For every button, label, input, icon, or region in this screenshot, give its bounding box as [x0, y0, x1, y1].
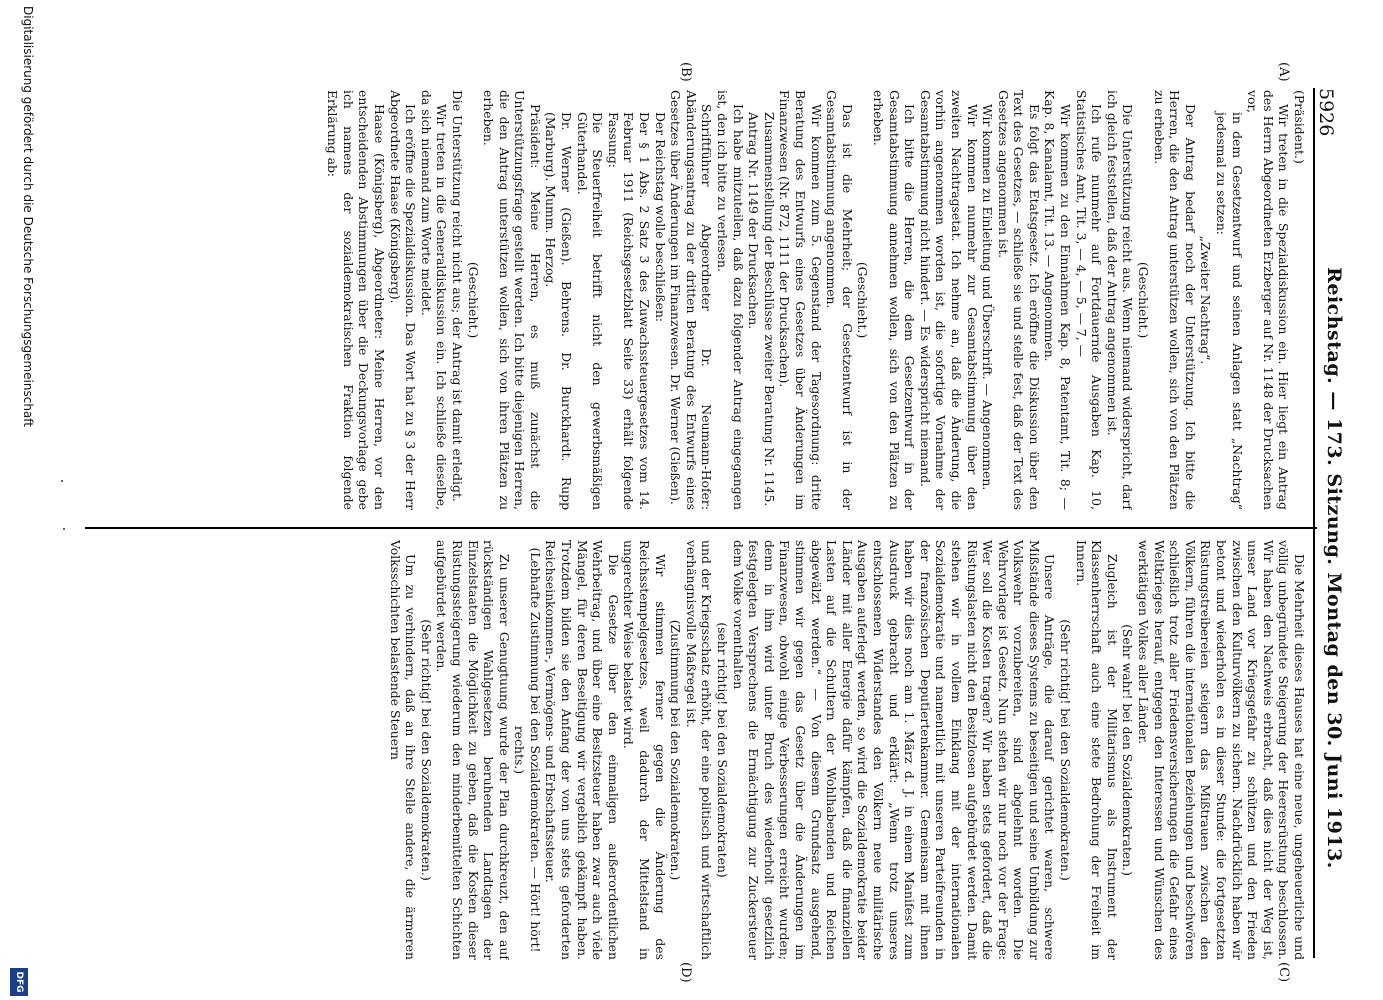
- paragraph: Wir kommen nunmehr zur Gesamtabstimmung über den zweiten Nachtragsetat. Ich nehme an, daß die Änderung, die vorhin angenommen worden ist, die sofortige Vornahme der Gesamtabstimmung nicht hindert. — Es widerspricht niemand.: [917, 90, 980, 510]
- stage-direction: (sehr richtig! bei den Sozialdemokraten): [715, 622, 731, 878]
- paragraph: Der § 1 Abs. 2 Satz 3 des Zuwachssteuergesetzes vom 14. Februar 1911 (Reichsgesetzblatt Seite 33) erhält folgende Fassung:: [605, 112, 653, 510]
- paragraph: Die Unterstützung reicht nicht aus; der Antrag ist damit erledigt.: [449, 90, 465, 502]
- paragraph: Das ist die Mehrheit; der Gesetzentwurf ist in der Gesamtabstimmung angenommen.: [824, 90, 855, 510]
- paragraph: Unsere Anträge, die darauf gerichtet waren, schwere Mißstände dieses Systems zu beseitigen und seine Umbildung zur Volkswehr vorzubereiten, sind abgelehnt worden. Die Wehrvorlage ist Gesetz. Nun stehen wir nur noch vor der Frage: Wer soll die Kosten tragen? Wir haben stets gefordert, daß die Rüstungslasten nicht den Besitzlosen aufgebürdet werden. Damit stehen wir in vollem Einklang mit der internationalen Sozialdemokratie und namentlich mit unseren Parteifreunden in der französischen Deputiertenkammer. Gemeinsam mit ihnen haben wir dies noch am 1. März d. J. in einem Manifest zum Ausdruck gebracht und erklärt: „Wenn trotz unseres entschlossenen Widerstandes den Völkern neue militärische Ausgaben auferlegt werden, so wird die Sozialdemokratie beider Länder mit aller Energie dafür kämpfen, daß die finanziellen Lasten auf die Schultern der Wohlhabenden und Reichen abgewälzt werden.“ — Von diesem Grundsatz ausgehend, stimmen wir gegen das Gesetz über die Änderungen im Finanzwesen, obwohl einige Verbesserungen erreicht wurden; denn in ihm wird unter Bruch des wiederholt gesetzlich festgelegten Versprechens die Ermächtigung zur Zuckersteuer dem Volke vorenthalten: [730, 540, 1058, 960]
- paragraph: Schriftführer Abgeordneter Dr. Neumann-Hofer: Abänderungsantrag zu der dritten Beratung des Entwurfs eines Gesetzes über Änderungen im Finanzwesen. Dr. Werner (Gießen).: [668, 90, 715, 510]
- dfg-logo: DFG: [10, 968, 28, 996]
- paragraph: Zusammenstellung der Beschlüsse zweiter Beratung Nr. 1145.: [761, 112, 777, 507]
- paragraph: Haase (Königsberg), Abgeordneter: Meine Herren, vor den entscheidenden Abstimmungen über die Deckungsvorlage gebe ich namens der sozialdemokratischen Fraktion folgende Erklärung ab:: [325, 90, 387, 510]
- scan-speck: [63, 528, 65, 530]
- paragraph: Präsident: Meine Herren, es muß zunächst die Unterstützungsfrage gestellt werden. Ich bitte diejenigen Herren, die den Antrag unterstützen wollen, sich von ihren Plätzen zu erheben.: [481, 90, 543, 510]
- stage-direction: (Zustimmung bei den Sozialdemokraten.): [668, 619, 684, 881]
- margin-mark-c: (C): [1276, 962, 1291, 983]
- paragraph: Um zu verhindern, daß an ihre Stelle andere, die ärmeren Volksschichten belastende Steuern: [387, 540, 419, 960]
- margin-mark-a: (A): [1276, 62, 1291, 82]
- paragraph: und der Kriegsschatz erhöht, der eine politisch und wirtschaftlich verhängnisvolle Maßregel ist.: [683, 540, 715, 960]
- page-number: 5926: [1315, 88, 1337, 137]
- stage-direction: (Sehr richtig! bei den Sozialdemokraten.): [418, 619, 434, 881]
- margin-mark-b: (B): [678, 62, 693, 82]
- paragraph: in dem Gesetzentwurf und seinen Anlagen statt „Nachtrag“ jedesmal zu setzen:: [1214, 112, 1245, 510]
- paragraph: Die Mehrheit dieses Hauses hat eine neue, ungeheuerliche und völlig unbegründete Steigerung der Heeresrüstung beschlossen. Wir haben den Nachweis erbracht, daß dies nicht der Weg ist, unser Land vor Kriegsgefahr zu schützen und den Frieden zwischen den Kulturvölkern zu sichern. Nachdrücklich haben wir betont und wiederholen es in dieser Stunde: die fortgesetzten Rüstungstreibereien steigern das Mißtrauen zwischen den Völkern, führen die internationalen Beziehungen und beschwören schließlich trotz aller Friedensversicherungen die Gefahr eines Weltkrieges herauf, entgegen den Interessen und Wünschen des werktätigen Volkes aller Länder.: [1136, 540, 1307, 960]
- paragraph: Der Antrag bedarf noch der Unterstützung. Ich bitte die Herren, die den Antrag unterstützen wollen, sich von den Plätzen zu erheben.: [1151, 90, 1198, 510]
- paragraph: Antrag Nr. 1149 der Drucksachen.: [746, 112, 762, 330]
- stage-direction: (Sehr richtig! bei den Sozialdemokraten.): [1058, 619, 1074, 881]
- paragraph: Wir treten in die Spezialdiskussion ein. Hier liegt ein Antrag des Herrn Abgeordneten Erzberger auf Nr. 1148 der Drucksachen vor,: [1245, 90, 1292, 510]
- digitization-credit: Digitalisierung gefördert durch die Deutsche Forschungsgemeinschaft: [21, 6, 35, 428]
- right-column: [97, 540, 1307, 960]
- paragraph: Ich bitte die Herren, die dem Gesetzentwurf in der Gesamtabstimmung annehmen wollen, sich von den Plätzen zu erheben.: [870, 90, 918, 510]
- speaker-tag: (Präsident.): [1292, 90, 1307, 164]
- stage-direction: (Geschieht.): [855, 261, 871, 339]
- paragraph: Zugleich ist der Militarismus als Instrument der Klassenherrschaft auch eine stete Bedrohung der Freiheit im Innern.: [1073, 540, 1120, 960]
- paragraph: Wir stimmen ferner gegen die Änderung des Reichsstempelgesetzes, weil dadurch der Mittelstand in ungerechter Weise belastet wird.: [621, 540, 668, 960]
- paragraph: Der Reichstag wolle beschließen:: [652, 112, 668, 323]
- scan-speck: [61, 480, 63, 482]
- left-column: [97, 90, 1307, 510]
- stage-direction: (Sehr wahr! bei den Sozialdemokraten.): [1120, 624, 1136, 876]
- column-divider: [85, 527, 1317, 529]
- page-title: Reichstag. — 173. Sitzung. Montag den 30. Juni 1913.: [1323, 267, 1345, 869]
- paragraph: Wir kommen zu den Einnahmen Kap. 8, Patentamt, Tit. 8; — Kap. 8, Kanalamt, Tit. 13. — Angenommen.: [1042, 90, 1074, 510]
- paragraph: Wir kommen zu Einleitung und Überschrift. — Angenommen.: [980, 104, 996, 491]
- signatories: Dr. Werner (Gießen). Behrens. Dr. Burckhardt. Rupp (Marburg). Mumm. Herzog.: [543, 112, 575, 510]
- paragraph: Es folgt das Etatsgesetz. Ich eröffne die Diskussion über den Text des Gesetzes, — schließe sie und stelle fest, daß der Text des Gesetzes angenommen ist.: [995, 90, 1042, 510]
- paragraph: Die Steuerfreiheit betrifft nicht den gewerbsmäßigen Güterhandel.: [574, 112, 606, 510]
- quoted-text: „Zweiter Nachtrag“.: [1198, 235, 1214, 365]
- stage-direction: (Lebhafte Zustimmung bei den Sozialdemokraten. — Hört! hört! rechts.): [512, 547, 543, 953]
- paragraph: Die Unterstützung reicht aus. Wenn niemand widerspricht, darf ich gleich feststellen, daß der Antrag angenommen ist.: [1104, 90, 1136, 510]
- paragraph: Wir treten in die Generaldiskussion ein. Ich schließe dieselbe, da sich niemand zum Worte meldet.: [418, 90, 450, 510]
- paragraph: Die Gesetze über den einmaligen außerordentlichen Wehrbeitrag, und über eine Besitzsteuer haben zwar auch viele Mängel, für deren Beseitigung wir vergeblich gekämpft haben. Trotzdem bilden sie den Anfang der von uns stets geforderten Reichseinkommen-, Vermögens- und Erbschaftssteuer.: [543, 540, 621, 960]
- paragraph: Ich rufe nunmehr auf Fortdauernde Ausgaben Kap. 10, Statistisches Amt, Tit. 3, — 4, — 5, — 7, —: [1073, 90, 1105, 510]
- page-header: [1313, 88, 1373, 958]
- paragraph: Wir kommen zum 5. Gegenstand der Tagesordnung: dritte Beratung des Entwurfs eines Gesetzes über Änderungen im Finanzwesen (Nr. 872, 1111 der Drucksachen).: [777, 90, 824, 510]
- stage-direction: (Geschieht.): [1136, 261, 1152, 339]
- paragraph: Ich habe mitzuteilen, daß dazu folgender Antrag eingegangen ist, den ich bitte zu verlesen.: [715, 90, 746, 510]
- paragraph: Ich eröffne die Spezialdiskussion. Das Wort hat zu § 3 der Herr Abgeordnete Haase (Königsberg).: [387, 90, 419, 510]
- paragraph: Zu unserer Genugtuung wurde der Plan durchkreuzt, den auf rückständigen Wahlgesetzen beruhenden Landtagen der Einzelstaaten die Möglichkeit zu geben, daß die Kosten dieser Rüstungssteigerung wiederum den minderbemittelten Schichten aufgebürdet werden.: [434, 540, 512, 960]
- header-rule: [1313, 88, 1315, 958]
- stage-direction: (Geschieht.): [465, 261, 481, 339]
- margin-mark-d: (D): [678, 962, 693, 983]
